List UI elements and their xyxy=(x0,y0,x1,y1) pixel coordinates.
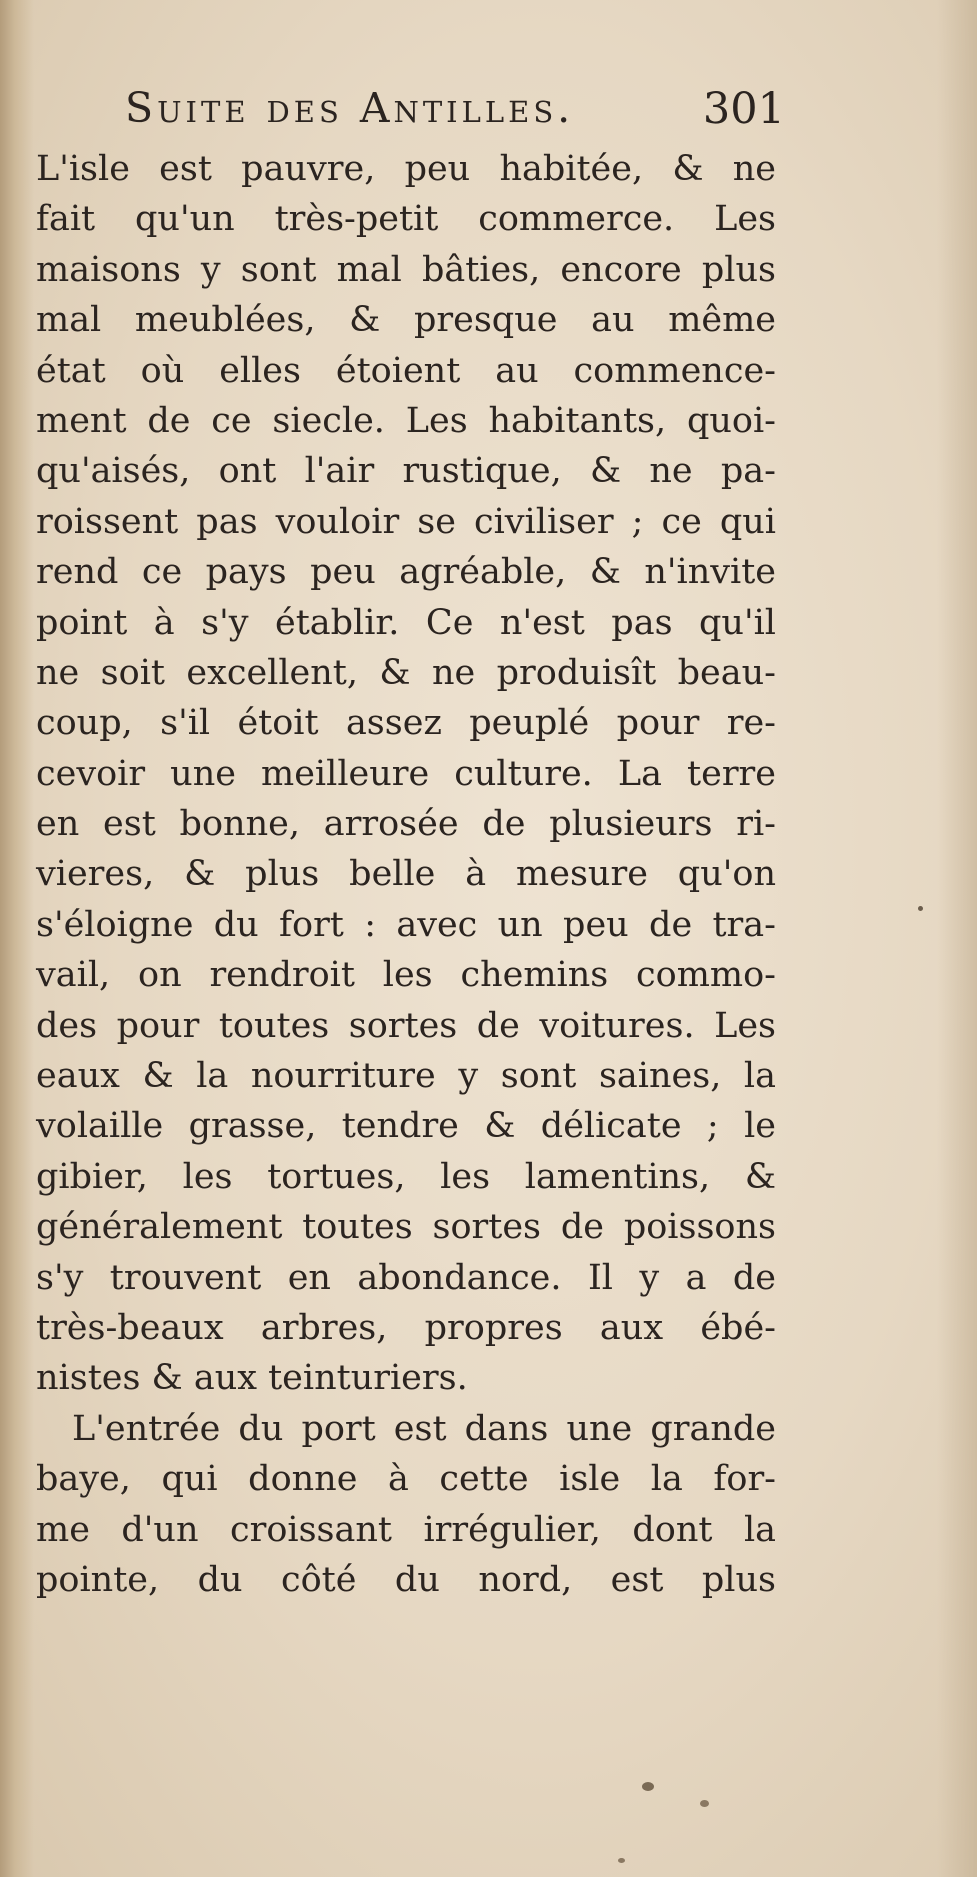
paper-speck xyxy=(700,1800,709,1807)
paper-speck xyxy=(618,1858,625,1863)
running-header xyxy=(125,84,785,144)
text-line: mal meublées, & presque au même xyxy=(36,300,776,341)
text-line: fait qu'un très-petit commerce. Les xyxy=(36,199,776,240)
text-line: volaille grasse, tendre & délicate ; le xyxy=(36,1106,776,1147)
text-line: ment de ce siecle. Les habitants, quoi- xyxy=(36,400,776,441)
text-line: roissent pas vouloir se civiliser ; ce qui xyxy=(36,501,776,542)
text-line: cevoir une meilleure culture. La terre xyxy=(36,753,776,794)
text-line: s'éloigne du fort : avec un peu de tra- xyxy=(36,904,776,945)
text-line: ne soit excellent, & ne produisît beau- xyxy=(36,652,776,693)
text-line: état où elles étoient au commence- xyxy=(36,350,776,391)
page-number: 301 xyxy=(702,84,785,134)
text-line: L'isle est pauvre, peu habitée, & ne xyxy=(36,149,776,189)
text-line: très-beaux arbres, propres aux ébé- xyxy=(36,1307,776,1348)
paragraph-1 xyxy=(36,144,776,1404)
text-line: baye, qui donne à cette isle la for- xyxy=(36,1459,776,1500)
text-line: s'y trouvent en abondance. Il y a de xyxy=(36,1257,776,1298)
page-edge-shadow xyxy=(937,0,977,1877)
text-line: vail, on rendroit les chemins commo- xyxy=(36,955,776,996)
text-line: point à s'y établir. Ce n'est pas qu'il xyxy=(36,602,776,643)
text-line: pointe, du côté du nord, est plus xyxy=(36,1559,776,1600)
text-line: me d'un croissant irrégulier, dont la xyxy=(36,1509,776,1550)
body-text xyxy=(36,144,776,1605)
text-line: des pour toutes sortes de voitures. Les xyxy=(36,1005,776,1046)
text-line: qu'aisés, ont l'air rustique, & ne pa- xyxy=(36,451,776,492)
text-line: généralement toutes sortes de poissons xyxy=(36,1207,776,1248)
running-title: Suite des Antilles. xyxy=(125,84,575,132)
text-line: eaux & la nourriture y sont saines, la xyxy=(36,1056,776,1097)
text-line: en est bonne, arrosée de plusieurs ri- xyxy=(36,804,776,845)
text-line: gibier, les tortues, les lamentins, & xyxy=(36,1156,776,1197)
text-line: L'entrée du port est dans une grande xyxy=(72,1408,776,1449)
paragraph-2 xyxy=(36,1404,776,1606)
paper-speck xyxy=(918,906,923,911)
text-line: maisons y sont mal bâties, encore plus xyxy=(36,249,776,290)
text-line: nistes & aux teinturiers. xyxy=(36,1358,468,1399)
binding-gutter xyxy=(0,0,34,1877)
paper-speck xyxy=(642,1782,654,1791)
text-line: rend ce pays peu agréable, & n'invite xyxy=(36,552,776,593)
text-line: vieres, & plus belle à mesure qu'on xyxy=(36,854,776,895)
text-line: coup, s'il étoit assez peuplé pour re- xyxy=(36,703,776,744)
